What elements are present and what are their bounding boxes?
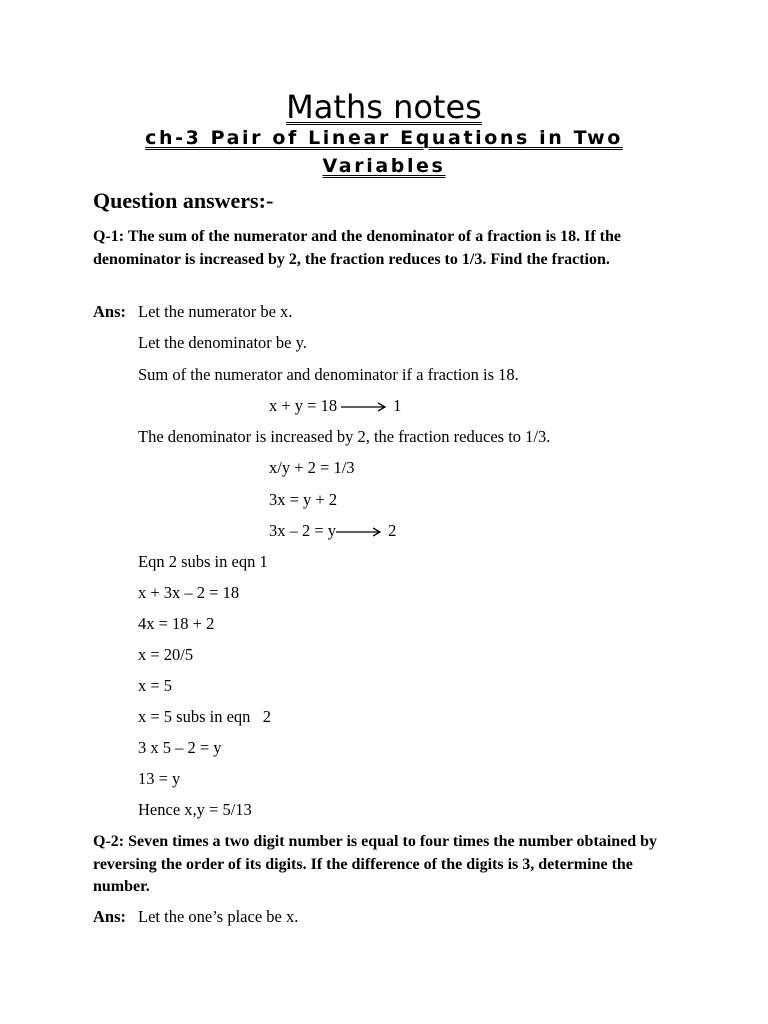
answer-label: Ans: <box>93 302 127 321</box>
equation-text: x + y = 18 <box>269 396 338 415</box>
answer-line: x = 20/5 <box>138 645 194 664</box>
equation-line <box>269 396 401 416</box>
question-label: Q-1: <box>93 228 125 245</box>
answer-line: 4x = 18 + 2 <box>138 614 215 633</box>
answer-line: Let the numerator be x. <box>138 302 293 321</box>
answer-line: x = 5 subs in eqn 2 <box>138 707 272 726</box>
question-1 <box>93 226 683 271</box>
answer-line: The denominator is increased by 2, the fraction reduces to 1/3. <box>138 427 551 446</box>
equation-number: 2 <box>388 521 397 540</box>
right-arrow-icon <box>341 402 387 412</box>
equation-text: 3x – 2 = y <box>269 521 337 540</box>
equation-line: 3x = y + 2 <box>269 490 338 509</box>
equation-number: 1 <box>393 396 402 415</box>
answer-line: 13 = y <box>138 769 181 788</box>
question-label: Q-2: <box>93 833 125 850</box>
answer-line: x + 3x – 2 = 18 <box>138 583 240 602</box>
answer-label: Ans: <box>93 907 127 926</box>
answer-line: Let the denominator be y. <box>138 333 307 352</box>
answer-line: Sum of the numerator and denominator if a fraction is 18. <box>138 365 519 384</box>
question-2 <box>93 831 683 899</box>
answer-line: Eqn 2 subs in eqn 1 <box>138 552 268 571</box>
section-heading: Question answers:- <box>93 188 274 213</box>
answer-line: Hence x,y = 5/13 <box>138 800 252 819</box>
answer-line: x = 5 <box>138 676 173 695</box>
question-text: Seven times a two digit number is equal to four times the number obtained by reversing the order of its digits. If the difference of the digits is 3, determine the number. <box>93 833 658 895</box>
answer-line: 3 x 5 – 2 = y <box>138 738 222 757</box>
equation-line <box>269 521 396 541</box>
chapter-subtitle: ch-3 Pair of Linear Equations in Two Variables <box>145 127 623 177</box>
right-arrow-icon <box>336 527 382 537</box>
page-title: Maths notes <box>286 88 482 126</box>
question-text: The sum of the numerator and the denominator of a fraction is 18. If the denominator is increased by 2, the fraction reduces to 1/3. Find the fraction. <box>93 228 621 268</box>
equation-line: x/y + 2 = 1/3 <box>269 458 355 477</box>
answer-line: Let the one’s place be x. <box>138 907 299 926</box>
